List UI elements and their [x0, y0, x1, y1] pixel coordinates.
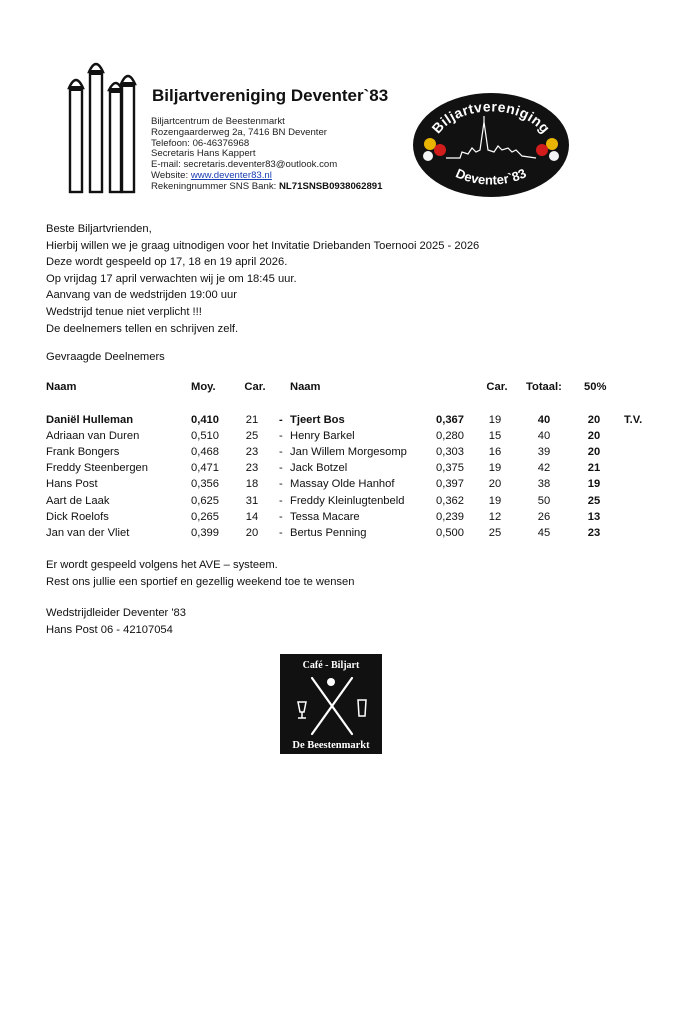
player-2-car: 25 — [488, 526, 502, 539]
pair-dash: - — [279, 430, 283, 443]
player-1-car: 21 — [245, 414, 259, 426]
player-2-name: Henry Barkel — [290, 430, 355, 443]
col-header-car-2: Car. — [486, 381, 508, 393]
club-title: Biljartvereniging Deventer`83 — [152, 86, 389, 105]
pair-half: 20 — [587, 446, 601, 459]
contact-line: Rozengaarderweg 2a, 7416 BN Deventer — [151, 126, 327, 138]
player-2-name: Jan Willem Morgesomp — [290, 446, 407, 459]
player-2-name: Tjeert Bos — [290, 414, 345, 426]
table-header — [46, 381, 666, 397]
player-1-moy: 0,471 — [191, 462, 219, 475]
pair-total: 50 — [537, 494, 551, 507]
pair-note: T.V. — [624, 414, 643, 426]
bank-label: Rekeningnummer SNS Bank: — [151, 180, 279, 192]
player-2-name: Freddy Kleinlugtenbeld — [290, 494, 405, 507]
player-2-name: Bertus Penning — [290, 526, 367, 539]
player-2-car: 19 — [488, 462, 502, 475]
contact-line: Telefoon: 06-46376968 — [151, 137, 250, 149]
cafe-logo-top-text: Café - Biljart — [302, 660, 360, 671]
intro-line: De deelnemers tellen en schrijven zelf. — [46, 322, 239, 335]
player-2-moy: 0,375 — [436, 462, 464, 475]
player-2-name: Massay Olde Hanhof — [290, 478, 395, 491]
bank-line — [151, 182, 382, 193]
pair-total: 38 — [537, 478, 551, 491]
table-row — [46, 462, 666, 478]
bank-number: NL71SNSB0938062891 — [278, 180, 383, 192]
player-2-car: 20 — [488, 478, 502, 491]
intro-line: Aanvang van de wedstrijden 19:00 uur — [46, 289, 237, 302]
intro-line: Hierbij willen we je graag uitnodigen voor het Invitatie Driebanden Toernooi 2025 - 2026 — [46, 239, 480, 252]
table-row — [46, 430, 666, 446]
pair-half: 13 — [587, 510, 601, 523]
table-row — [46, 414, 666, 430]
contact-block — [151, 117, 382, 193]
player-1-name: Jan van der Vliet — [46, 526, 130, 539]
player-2-moy: 0,303 — [436, 446, 464, 459]
pair-dash: - — [279, 494, 283, 507]
intro-line: Deze wordt gespeeld op 17, 18 en 19 april 2026. — [46, 256, 288, 269]
player-1-car: 14 — [245, 510, 259, 523]
player-1-name: Aart de Laak — [46, 494, 110, 507]
player-1-name: Freddy Steenbergen — [46, 462, 148, 475]
player-2-name: Jack Botzel — [290, 462, 348, 475]
pair-half: 21 — [587, 462, 601, 475]
intro-line: Op vrijdag 17 april verwachten wij je om 18:45 uur. — [46, 272, 297, 285]
player-2-moy: 0,367 — [436, 414, 464, 426]
pair-dash: - — [279, 446, 283, 459]
table-row — [46, 527, 666, 543]
player-2-car: 16 — [488, 446, 502, 459]
player-2-car: 19 — [488, 494, 502, 507]
cafe-logo-bottom-text: De Beestenmarkt — [292, 740, 370, 751]
closing-text — [46, 557, 354, 590]
contact-line: Secretaris Hans Kappert — [151, 148, 256, 160]
player-2-moy: 0,500 — [436, 526, 464, 539]
player-1-car: 25 — [245, 430, 259, 443]
col-header-naam: Naam — [46, 381, 77, 393]
player-2-name: Tessa Macare — [290, 510, 360, 523]
contact-line: Biljartcentrum de Beestenmarkt — [151, 116, 285, 127]
player-1-moy: 0,265 — [191, 510, 219, 523]
player-1-moy: 0,399 — [191, 526, 219, 539]
table-row — [46, 511, 666, 527]
col-header-50pct: 50% — [584, 381, 607, 393]
player-1-car: 20 — [245, 526, 259, 539]
pair-dash: - — [279, 510, 283, 523]
player-1-moy: 0,410 — [191, 414, 219, 426]
intro-text — [46, 221, 479, 337]
col-header-naam-2: Naam — [290, 381, 321, 393]
badge-bottom-text: Deventer`83 — [453, 165, 529, 188]
player-1-moy: 0,468 — [191, 446, 219, 459]
pair-total: 42 — [537, 462, 551, 475]
player-1-moy: 0,510 — [191, 430, 219, 443]
pair-half: 23 — [587, 526, 601, 539]
intro-line: Beste Biljartvrienden, — [46, 223, 152, 235]
player-1-name: Daniël Hulleman — [46, 414, 134, 426]
player-2-moy: 0,397 — [436, 478, 464, 491]
pair-total: 26 — [537, 510, 551, 523]
badge-top-text: Biljartvereniging — [428, 98, 554, 137]
pair-dash: - — [279, 478, 283, 491]
player-1-name: Frank Bongers — [46, 446, 120, 459]
tournament-leader — [46, 605, 186, 638]
pair-dash: - — [279, 414, 283, 426]
participants-heading: Gevraagde Deelnemers — [46, 351, 165, 363]
table-row — [46, 478, 666, 494]
pair-half: 20 — [587, 414, 601, 426]
col-header-moy: Moy. — [191, 381, 216, 393]
player-1-name: Dick Roelofs — [46, 510, 109, 523]
pair-half: 19 — [587, 478, 601, 491]
col-header-totaal: Totaal: — [526, 381, 562, 393]
pair-half: 25 — [587, 494, 601, 507]
player-2-moy: 0,362 — [436, 494, 464, 507]
player-2-moy: 0,280 — [436, 430, 464, 443]
player-1-car: 18 — [245, 478, 259, 491]
pair-dash: - — [279, 462, 283, 475]
leader-contact: Hans Post 06 - 42107054 — [46, 623, 173, 636]
leader-title: Wedstrijdleider Deventer '83 — [46, 607, 186, 619]
player-1-car: 23 — [245, 446, 259, 459]
player-2-car: 19 — [488, 414, 502, 426]
closing-line: Er wordt gespeeld volgens het AVE – systeem. — [46, 559, 278, 571]
pair-total: 39 — [537, 446, 551, 459]
player-2-car: 12 — [488, 510, 502, 523]
player-2-moy: 0,239 — [436, 510, 464, 523]
website-link[interactable]: www.deventer83.nl — [190, 169, 272, 181]
pillars-logo — [66, 58, 138, 196]
player-1-moy: 0,625 — [191, 494, 219, 507]
player-2-car: 15 — [488, 430, 502, 443]
player-1-car: 31 — [245, 494, 259, 507]
pair-dash: - — [279, 526, 283, 539]
website-label: Website: — [151, 169, 191, 181]
contact-line: E-mail: secretaris.deventer83@outlook.com — [151, 159, 338, 171]
pair-half: 20 — [587, 430, 601, 443]
cafe-biljart-logo — [280, 654, 382, 754]
col-header-car: Car. — [244, 381, 266, 393]
table-row — [46, 495, 666, 511]
pair-total: 40 — [537, 430, 551, 443]
club-badge-logo — [412, 92, 570, 198]
closing-line: Rest ons jullie een sportief en gezellig weekend toe te wensen — [46, 575, 355, 588]
table-row — [46, 446, 666, 462]
player-1-name: Hans Post — [46, 478, 98, 491]
pair-total: 45 — [537, 526, 551, 539]
player-1-moy: 0,356 — [191, 478, 219, 491]
intro-line: Wedstrijd tenue niet verplicht !!! — [46, 305, 202, 318]
pair-total: 40 — [537, 414, 551, 426]
player-1-name: Adriaan van Duren — [46, 430, 140, 443]
player-1-car: 23 — [245, 462, 259, 475]
